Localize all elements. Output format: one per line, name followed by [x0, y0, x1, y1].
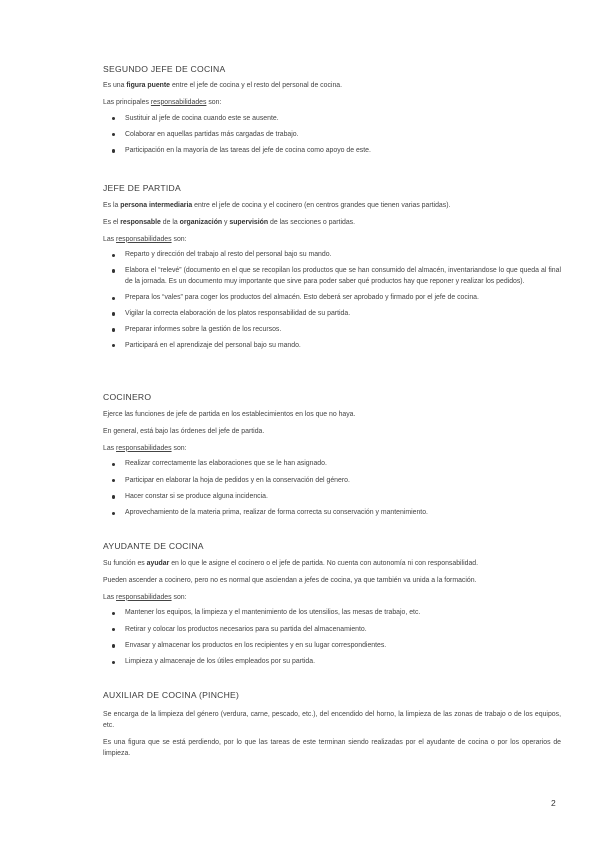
list-item: Elabora el “relevé” (documento en el que se recopilan los productos que se han consumido del almacén, inventariandose lo que queda al final de la jornada. Es un documento muy importante que sirve para poder saber qué productos hay que reponer y realizar los pedidos).: [103, 266, 561, 287]
paragraph: En general, está bajo las órdenes del jefe de partida.: [103, 427, 265, 435]
section-title: AUXILIAR DE COCINA (PINCHE): [103, 690, 240, 700]
list-item: Retirar y colocar los productos necesarios para su partida del almacenamiento.: [103, 625, 561, 635]
paragraph: Su función es ayudar en lo que le asigne el cocinero o el jefe de partida. No cuenta con autonomía ni con responsabilidad.: [103, 560, 479, 567]
paragraph: Ejerce las funciones de jefe de partida en los establecimientos en los que no haya.: [103, 411, 356, 418]
list: [103, 459, 561, 518]
list-item: Vigilar la correcta elaboración de los platos responsabilidad de su partida.: [103, 309, 561, 319]
list-item: Realizar correctamente las elaboraciones que se le han asignado.: [103, 459, 561, 469]
paragraph: Pueden ascender a cocinero, pero no es normal que asciendan a jefes de cocina, ya que también va unida a la formación.: [103, 576, 477, 584]
list-item: Mantener los equipos, la limpieza y el mantenimiento de los utensilios, las mesas de trabajo, etc.: [103, 608, 561, 618]
paragraph: Es la persona intermediaria entre el jefe de cocina y el cocinero (en centros grandes que tienen varias partidas).: [103, 202, 451, 209]
section-title: JEFE DE PARTIDA: [103, 183, 181, 193]
list-item: Reparto y dirección del trabajo al resto del personal bajo su mando.: [103, 250, 561, 260]
list-item: Hacer constar si se produce alguna incidencia.: [103, 492, 561, 502]
list-item: Participará en el aprendizaje del personal bajo su mando.: [103, 341, 561, 351]
paragraph: Las responsabilidades son:: [103, 235, 187, 243]
section-title: SEGUNDO JEFE DE COCINA: [103, 64, 226, 74]
paragraph: Es una figura puente entre el jefe de cocina y el resto del personal de cocina.: [103, 82, 343, 89]
page-number: 2: [551, 798, 556, 808]
list-item: Aprovechamiento de la materia prima, realizar de forma correcta su conservación y mantenimiento.: [103, 508, 561, 518]
paragraph: Es una figura que se está perdiendo, por lo que las tareas de este terminan siendo realizadas por el ayudante de cocina o por los operarios de limpieza.: [103, 739, 561, 757]
paragraph: Se encarga de la limpieza del género (verdura, carne, pescado, etc.), del encendido del horno, la limpieza de las zonas de trabajo o de los equipos, etc.: [103, 711, 561, 729]
section-title: COCINERO: [103, 392, 152, 402]
list-item: Sustituir al jefe de cocina cuando este se ausente.: [103, 114, 561, 124]
paragraph: Las principales responsabilidades son:: [103, 98, 222, 106]
section-jefe-partida: [103, 182, 561, 351]
section-segundo-jefe: [103, 63, 561, 156]
list-item: Participar en elaborar la hoja de pedidos y en la conservación del género.: [103, 476, 561, 486]
list-item: Colaborar en aquellas partidas más cargadas de trabajo.: [103, 130, 561, 140]
section-cocinero: [103, 391, 561, 518]
paragraph: Es el responsable de la organización y supervisión de las secciones o partidas.: [103, 218, 356, 226]
section-auxiliar: [103, 689, 561, 759]
paragraph: Las responsabilidades son:: [103, 593, 187, 601]
section-title: AYUDANTE DE COCINA: [103, 541, 204, 551]
list-item: Envasar y almacenar los productos en los recipientes y en su lugar correspondientes.: [103, 641, 561, 651]
paragraph: Las responsabilidades son:: [103, 444, 187, 452]
list: [103, 608, 561, 667]
list: [103, 114, 561, 156]
list: [103, 250, 561, 350]
list-item: Limpieza y almacenaje de los útiles empleados por su partida.: [103, 657, 561, 667]
list-item: Participación en la mayoría de las tareas del jefe de cocina como apoyo de este.: [103, 146, 561, 156]
section-ayudante: [103, 540, 561, 667]
list-item: Preparar informes sobre la gestión de los recursos.: [103, 325, 561, 335]
list-item: Prepara los “vales” para coger los productos del almacén. Esto deberá ser aprobado y firmado por el jefe de cocina.: [103, 293, 561, 303]
